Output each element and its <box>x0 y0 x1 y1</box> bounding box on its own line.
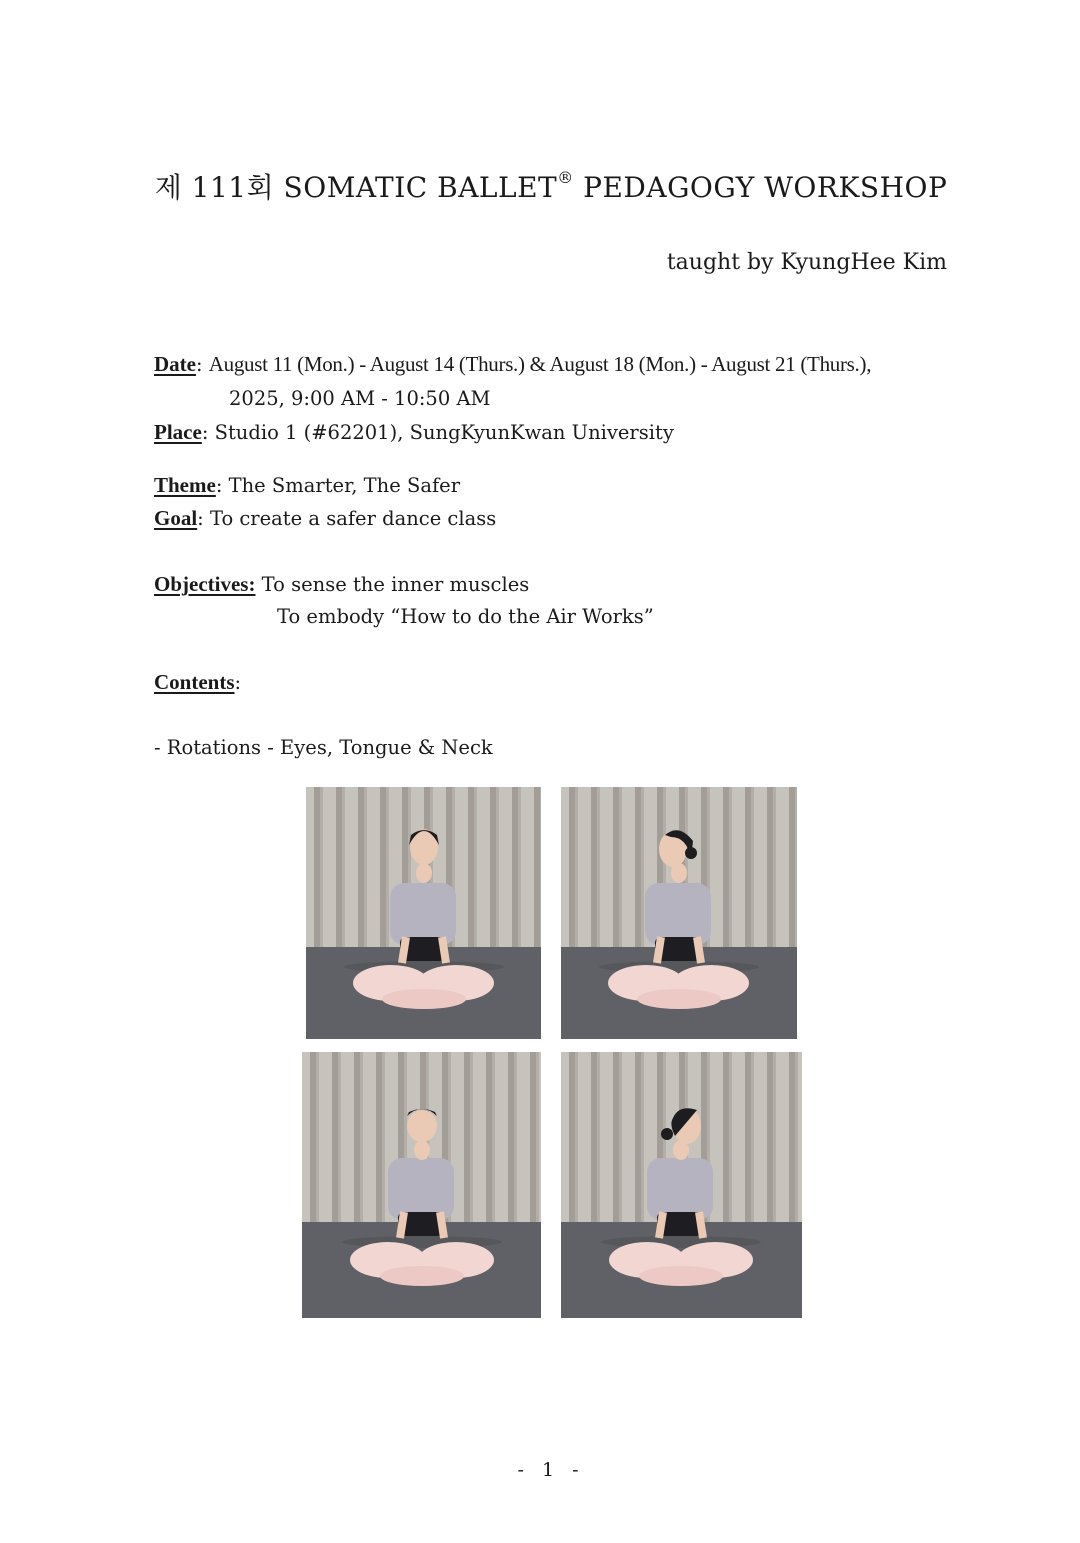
dancer-photo <box>306 787 541 1039</box>
theme-value: The Smarter, The Safer <box>228 474 461 497</box>
photo-head-turned-right <box>561 1052 802 1318</box>
theme-label: Theme <box>154 473 216 497</box>
contents-row: Contents: <box>154 670 242 694</box>
dancer-photo <box>561 787 797 1039</box>
date-value-line2: 2025, 9:00 AM - 10:50 AM <box>229 387 491 410</box>
photo-head-turned-left <box>561 787 797 1039</box>
date-row: Date: August 11 (Mon.) - August 14 (Thurs.) & August 18 (Mon.) - August 21 (Thurs.), <box>154 352 872 376</box>
date-value: August 11 (Mon.) - August 14 (Thurs.) & August 18 (Mon.) - August 21 (Thurs.), <box>208 352 872 376</box>
photo-head-up <box>302 1052 541 1318</box>
instructor-byline: taught by KyungHee Kim <box>666 250 947 275</box>
objective-item: To embody “How to do the Air Works” <box>277 605 654 628</box>
goal-label: Goal <box>154 506 198 530</box>
photo-head-down <box>306 787 541 1039</box>
theme-row: Theme: The Smarter, The Safer <box>154 473 461 497</box>
registered-mark: ® <box>557 167 574 187</box>
page-number: - 1 - <box>517 1459 585 1481</box>
dancer-photo <box>561 1052 802 1318</box>
place-row: Place: Studio 1 (#62201), SungKyunKwan University <box>154 420 674 444</box>
objectives-label: Objectives: <box>154 572 256 596</box>
date-label: Date <box>154 352 196 376</box>
place-label: Place <box>154 420 202 444</box>
contents-label: Contents <box>154 670 235 694</box>
goal-value: To create a safer dance class <box>209 507 497 530</box>
contents-item: - Rotations - Eyes, Tongue & Neck <box>154 736 493 759</box>
place-value: Studio 1 (#62201), SungKyunKwan University <box>214 421 674 444</box>
objectives-row <box>154 572 529 597</box>
goal-row: Goal: To create a safer dance class <box>154 506 497 530</box>
objective-item: To sense the inner muscles <box>261 573 530 596</box>
document-title: 제 111회 SOMATIC BALLET® PEDAGOGY WORKSHOP <box>154 167 948 204</box>
dancer-photo <box>302 1052 541 1318</box>
